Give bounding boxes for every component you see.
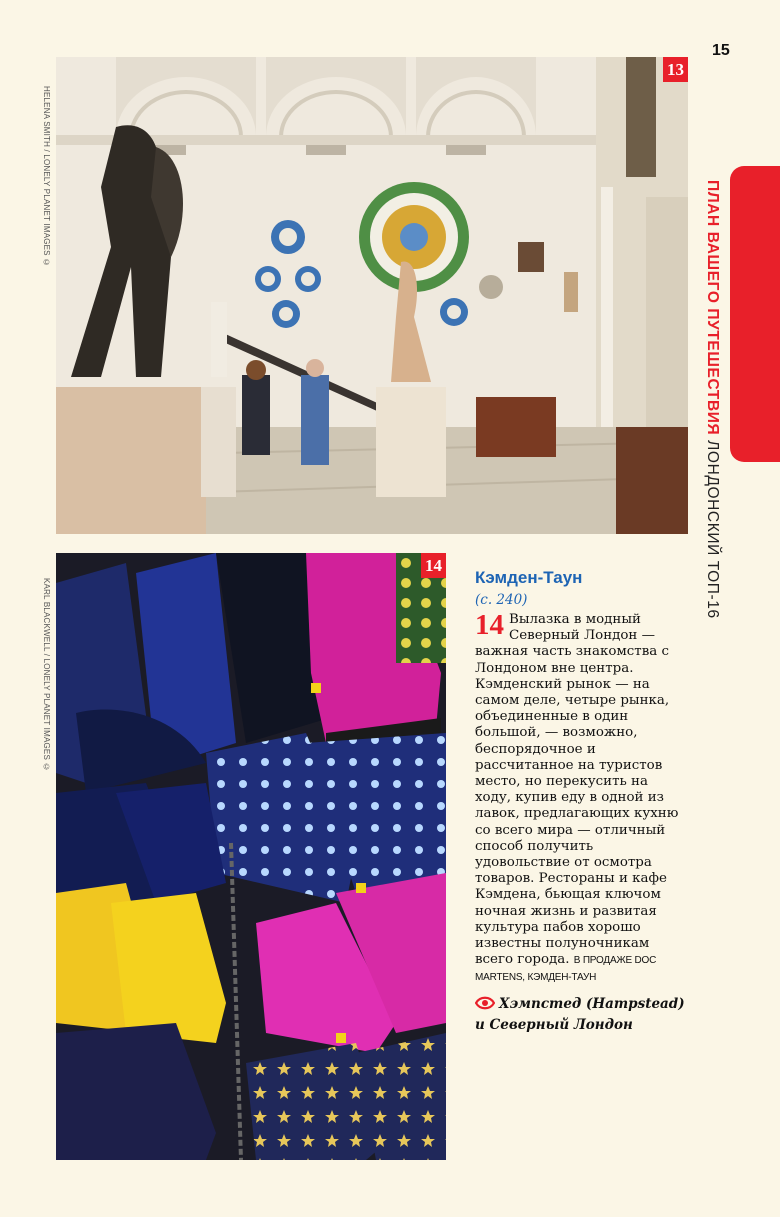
photo-credit-14: KARL BLACKWELL / LONELY PLANET IMAGES © [42, 578, 51, 772]
page-reference: (с. 240) [475, 592, 528, 608]
article-number: 14 [475, 609, 504, 641]
section-title [703, 180, 721, 619]
article-text: Вылазка в модный Северный Лондон — важная часть знакомства с Лондоном вне центра. Кэмденский рынок — на самом деле, четыре рынка, объединенные в один большой, — возможно, беспорядочное и рассчитанное на туристов место, но перекусить на ходу, купив еду в одной из лавок, предлагающих кухню со всего мира — отличный способ получить удовольствие от осмотра товаров. Рестораны и кафе Кэмдена, бьющая ключом ночная жизнь и развитая культура пабов хорошо известны полуночникам всего города. [475, 612, 679, 968]
page-number: 15 [712, 42, 730, 59]
section-title-rest: ЛОНДОНСКИЙ ТОП-16 [704, 435, 721, 619]
boots-photo [56, 553, 446, 1160]
see-also[interactable] [475, 995, 685, 1035]
eye-icon [475, 996, 495, 1016]
photo-credit-13: HELENA SMITH / LONELY PLANET IMAGES © [42, 86, 51, 268]
article [475, 568, 685, 1035]
photo-badge-14: 14 [421, 553, 446, 578]
photo-badge-13: 13 [663, 57, 688, 82]
photo-caption: В ПРОДАЖЕ DOC MARTENS, КЭМДЕН-ТАУН [475, 955, 657, 984]
museum-photo [56, 57, 688, 534]
article-heading: Кэмден-Таун [475, 568, 583, 587]
see-also-label: Хэмпстед (Hampstead) и Северный Лондон [475, 995, 685, 1033]
article-body [475, 609, 685, 987]
section-title-bold: ПЛАН ВАШЕГО ПУТЕШЕСТВИЯ [704, 180, 721, 436]
section-tab [730, 166, 780, 462]
